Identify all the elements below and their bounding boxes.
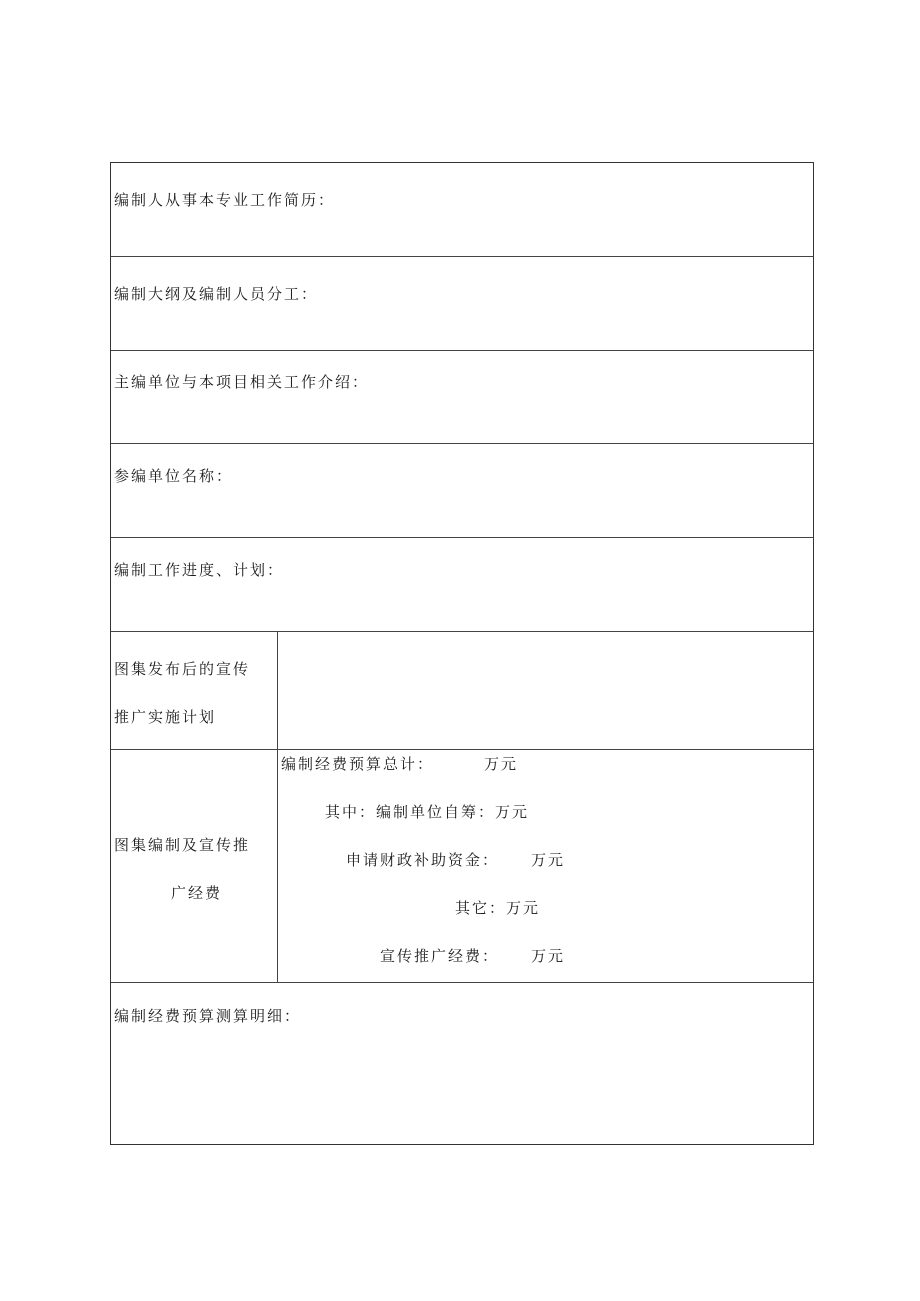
chief-unit-row[interactable]	[111, 351, 813, 444]
resume-row[interactable]	[111, 163, 813, 257]
funding-label-line1: 图集编制及宣传推	[114, 836, 251, 854]
application-form-table	[110, 162, 814, 1145]
fiscal-subsidy-unit: 万元	[531, 851, 566, 869]
schedule-row[interactable]	[111, 538, 813, 632]
budget-total-label: 编制经费预算总计：	[281, 755, 435, 773]
funding-label-line2: 广经费	[171, 884, 223, 902]
budget-total-unit: 万元	[484, 755, 519, 773]
participating-units-label: 参编单位名称：	[114, 467, 234, 485]
promotion-fee-label: 宣传推广经费：	[380, 947, 500, 965]
budget-detail-row[interactable]	[111, 983, 813, 1146]
promotion-plan-field[interactable]	[278, 632, 813, 749]
promotion-fee-unit: 万元	[531, 947, 566, 965]
promotion-plan-label-line2: 推广实施计划	[114, 708, 217, 726]
promotion-plan-label-line1: 图集发布后的宣传	[114, 660, 251, 678]
fiscal-subsidy-label: 申请财政补助资金：	[346, 851, 500, 869]
schedule-label: 编制工作进度、计划：	[114, 561, 285, 579]
funding-row	[111, 750, 813, 983]
promotion-plan-row	[111, 632, 813, 750]
resume-label: 编制人从事本专业工作简历：	[114, 191, 336, 209]
other-label: 其它：万元	[455, 899, 541, 917]
chief-unit-label: 主编单位与本项目相关工作介绍：	[114, 373, 370, 391]
participating-units-row[interactable]	[111, 444, 813, 538]
column-divider	[277, 750, 278, 982]
outline-label: 编制大纲及编制人员分工：	[114, 285, 319, 303]
budget-detail-label: 编制经费预算测算明细：	[114, 1007, 302, 1025]
outline-row[interactable]	[111, 257, 813, 351]
self-raised-label: 其中：编制单位自筹：万元	[325, 803, 530, 821]
